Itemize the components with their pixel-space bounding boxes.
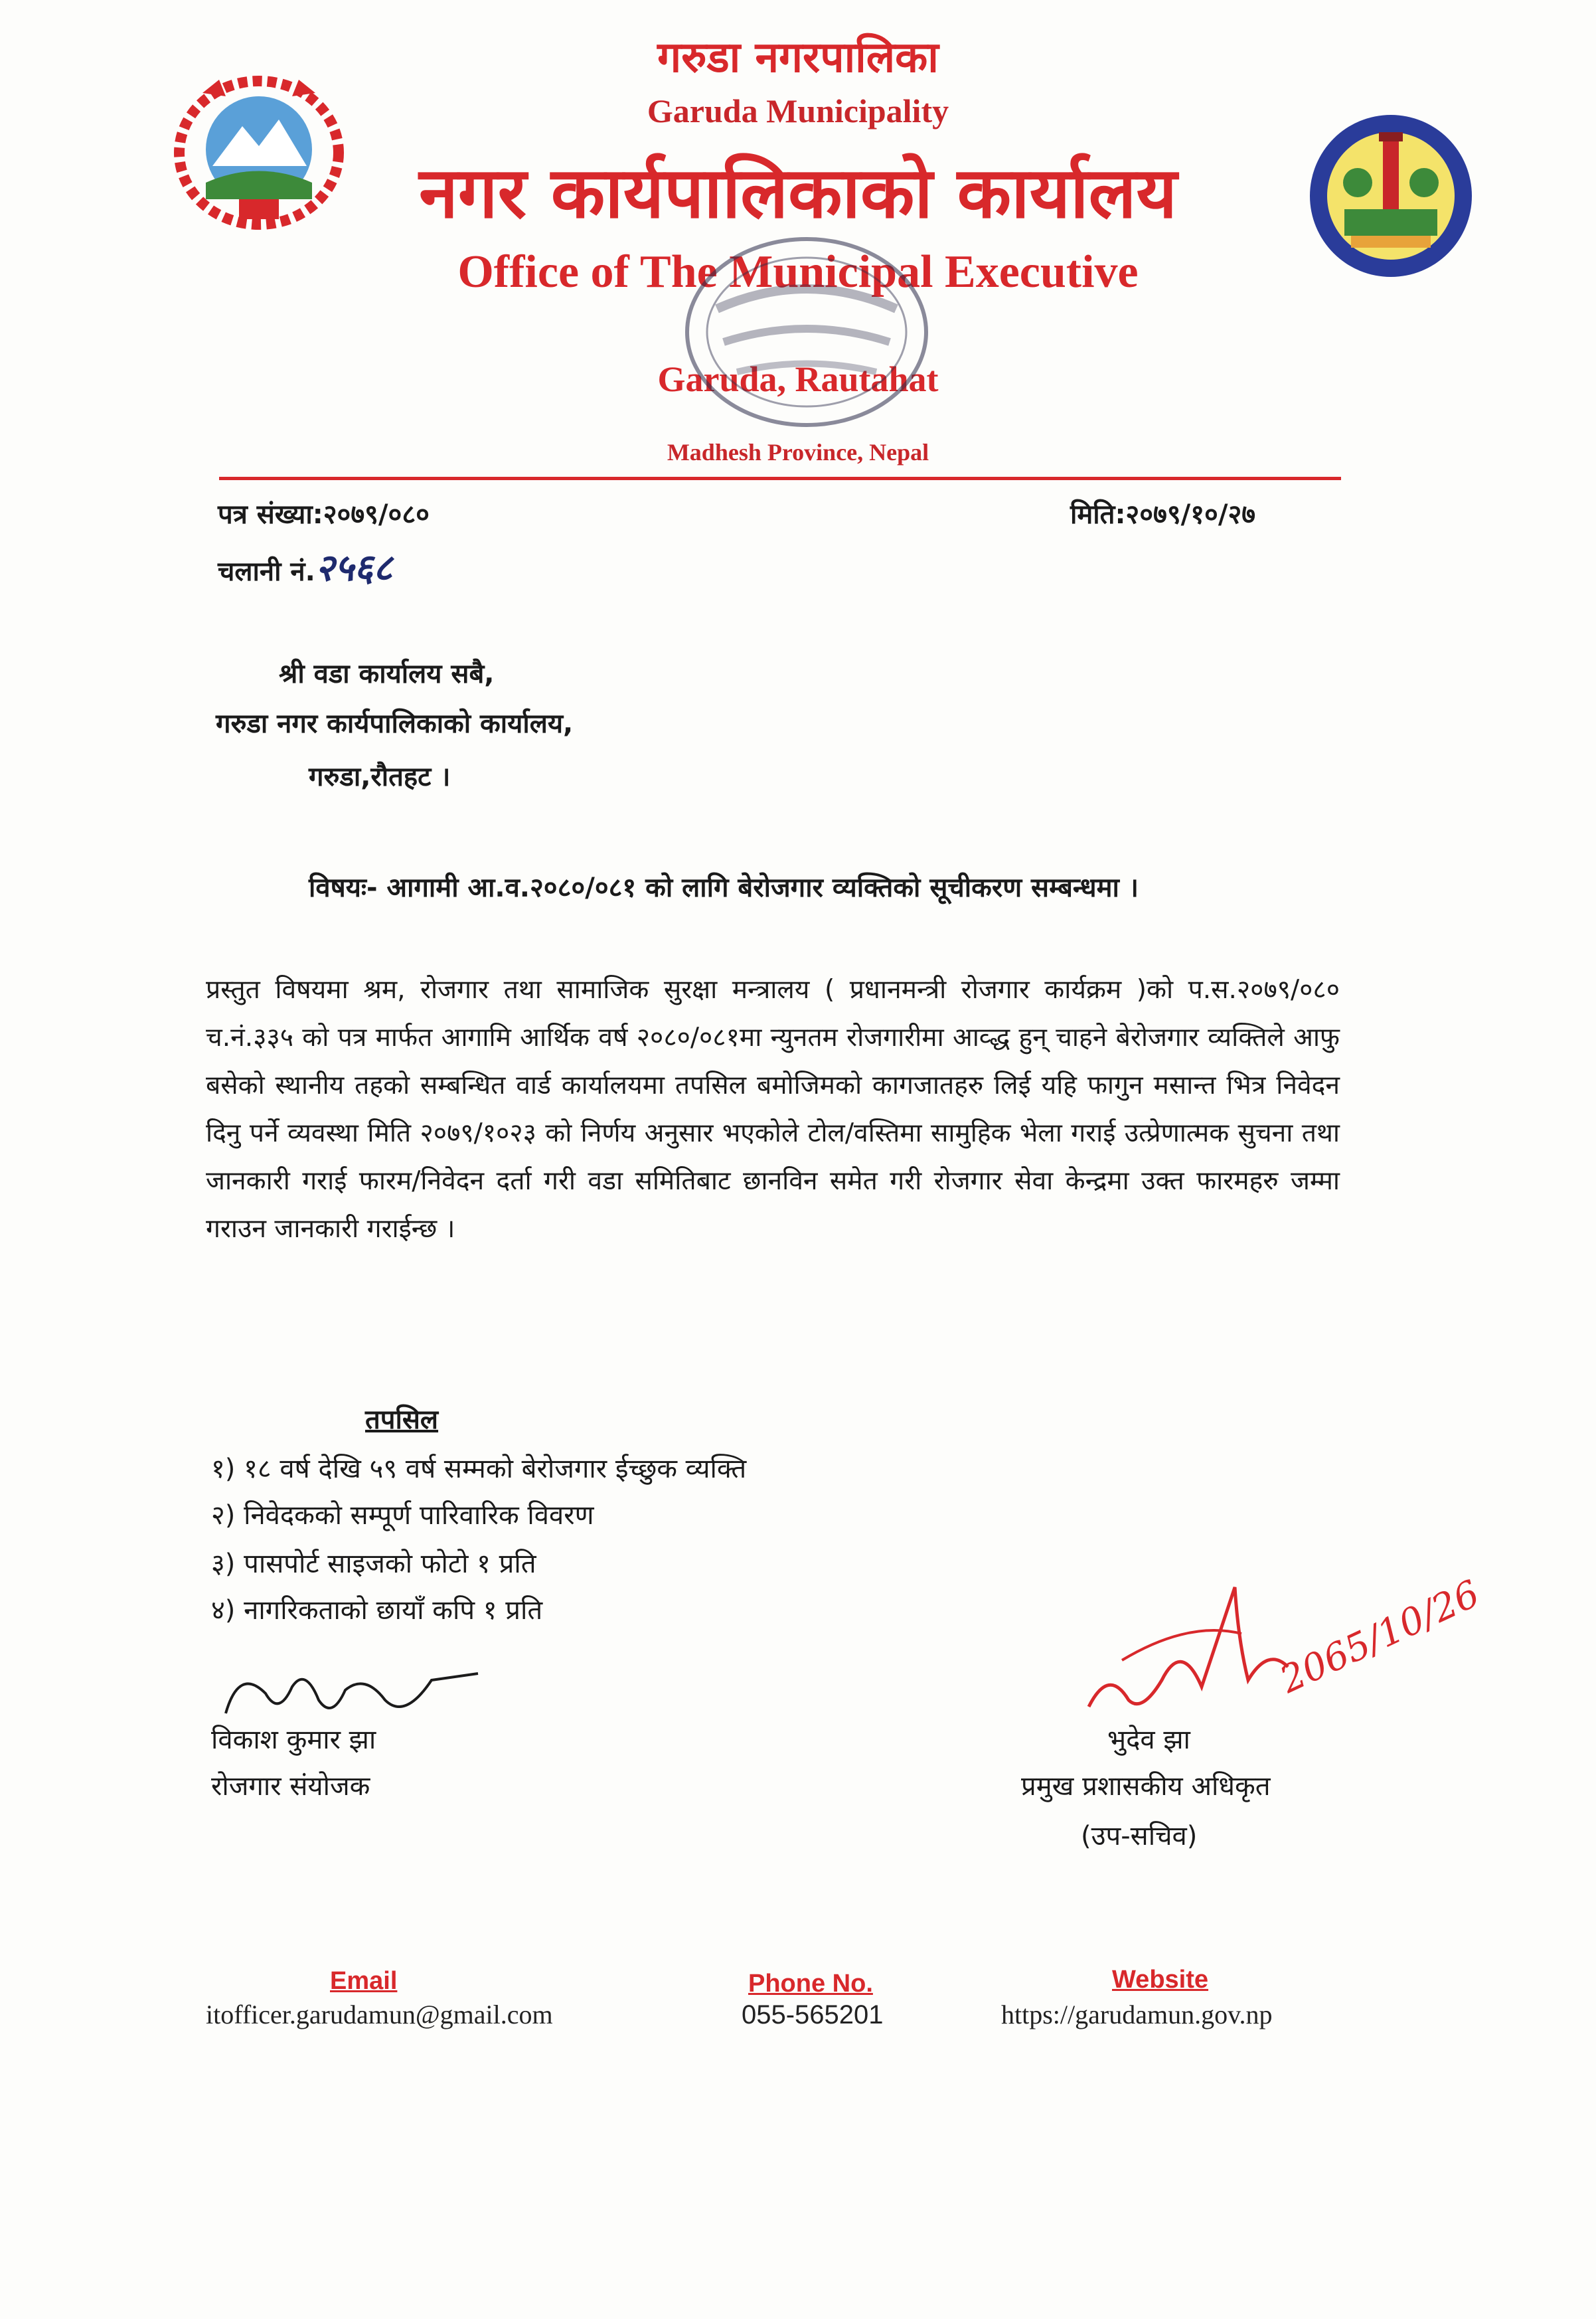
recipient-line-3: गरुडा,रौतहट । xyxy=(309,762,451,792)
office-location: Garuda, Rautahat xyxy=(657,359,939,399)
left-signatory-name: विकाश कुमार झा xyxy=(211,1725,376,1755)
footer-phone[interactable]: 055-565201 xyxy=(742,2000,884,2029)
list-item: ३) पासपोर्ट साइजको फोटो १ प्रति xyxy=(211,1549,536,1579)
right-signature-icon xyxy=(1069,1547,1494,1733)
right-signatory-title: प्रमुख प्रशासकीय अधिकृत xyxy=(1021,1771,1271,1802)
header-divider xyxy=(219,477,1341,480)
list-item: ४) नागरिकताको छायाँ कपि १ प्रति xyxy=(211,1595,543,1626)
list-item: २) निवेदकको सम्पूर्ण पारिवारिक विवरण xyxy=(211,1500,594,1531)
municipality-name-nepali: गरुडा नगरपालिका xyxy=(657,33,939,82)
list-item: १) १८ वर्ष देखि ५९ वर्ष सम्मको बेरोजगार ईच्छुक व्यक्ति xyxy=(211,1454,747,1484)
letter-subject: विषयः- आगामी आ.व.२०८०/०८१ को लागि बेरोजगार व्यक्तिको सूचीकरण सम्बन्धमा । xyxy=(309,873,1139,903)
handwritten-date: 2065/10/26 xyxy=(1273,1572,1486,1702)
office-name-english: Office of The Municipal Executive xyxy=(457,246,1139,298)
office-name-nepali: नगर कार्यपालिकाको कार्यालय xyxy=(419,152,1177,234)
chalani-value: २५६८ xyxy=(315,546,393,590)
footer-phone-label: Phone No. xyxy=(748,1970,873,1998)
tapasil-heading: तपसिल xyxy=(365,1405,439,1435)
municipality-name-english: Garuda Municipality xyxy=(647,92,949,129)
recipient-line-2: गरुडा नगर कार्यपालिकाको कार्यालय, xyxy=(216,709,574,739)
office-province: Madhesh Province, Nepal xyxy=(667,439,929,466)
right-signatory-name: भुदेव झा xyxy=(1107,1725,1190,1755)
letter-body: प्रस्तुत विषयमा श्रम, रोजगार तथा सामाजिक सुरक्षा मन्त्रालय ( प्रधानमन्त्री रोजगार कार्यक्रम )को प.स.२०७९/०८० च.नं.३३५ को पत्र मार्फत आगामि आर्थिक वर्ष २०८०/०८१मा न्युनतम रोजगारीमा आव्द्ध हुन् चाहने बेरोजगार व्यक्तिले आफु बसेको स्थानीय तहको सम्बन्धित वार्ड कार्यालयमा तपसिल बमोजिमको कागजातहरु लिई यहि फागुन मसान्त भित्र निवेदन दिनु पर्ने व्यवस्था मिति २०७९/१०२३ को निर्णय अनुसार भएकोले टोल/वस्तिमा सामुहिक भेला गराई उत्प्रेणात्मक सुचना तथा जानकारी गराई फारम/निवेदन दर्ता गरी वडा समितिबाट छानविन समेत गरी रोजगार सेवा केन्द्रमा उक्त फारमहरु जम्मा गराउन जानकारी गराईन्छ । xyxy=(206,975,1340,1244)
letter-date: मिति:२०७९/१०/२७ xyxy=(1070,499,1256,530)
footer-email-label: Email xyxy=(330,1967,398,1995)
footer-email[interactable]: itofficer.garudamun@gmail.com xyxy=(206,2000,553,2029)
office-stamp-icon xyxy=(677,229,936,435)
footer-website-label: Website xyxy=(1112,1966,1209,1994)
right-signatory-subtitle: (उप-सचिव) xyxy=(1081,1821,1198,1851)
chalani-label: चलानी नं. xyxy=(218,557,315,587)
recipient-line-1: श्री वडा कार्यालय सबै, xyxy=(279,659,495,689)
chalani-number xyxy=(218,541,392,592)
letter-number: पत्र संख्या:२०७९/०८० xyxy=(218,499,430,530)
footer-website[interactable]: https://garudamun.gov.np xyxy=(1001,2000,1273,2029)
left-signatory-title: रोजगार संयोजक xyxy=(211,1771,370,1802)
